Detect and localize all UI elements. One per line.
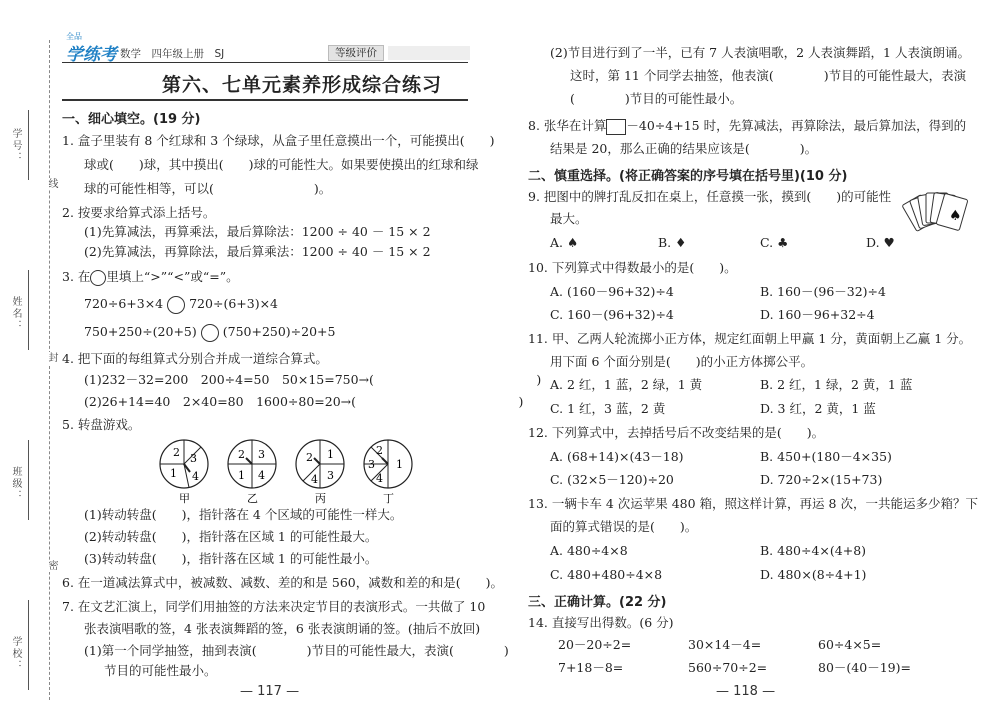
grade-badge <box>328 44 470 60</box>
q3-row2-answer-circle[interactable] <box>201 324 219 342</box>
spinner-jia-n1: 2 <box>173 446 180 459</box>
q9-option-c: C. ♣ <box>760 235 789 250</box>
q9-option-b: B. ♦ <box>658 235 687 250</box>
q8-line-1 <box>528 117 966 135</box>
header-info: 数学 四年级上册 SJ <box>120 48 225 60</box>
spinner-bing-name: 丙 <box>315 492 326 504</box>
grade-field[interactable] <box>388 46 470 60</box>
left-page <box>62 0 542 722</box>
cut-mark-secret: 密 <box>46 560 57 572</box>
spinner-jia <box>160 440 208 504</box>
q3-row1-left: 720÷6+3×4 <box>84 296 164 311</box>
q12-option-d: D. 720÷2×(15+73) <box>760 472 883 487</box>
title-rule <box>62 99 468 101</box>
spinner-yi-n2: 3 <box>258 448 265 461</box>
q11-option-a: A. 2 红，1 蓝，2 绿，1 黄 <box>550 377 703 392</box>
q13-line-1: 13. 一辆卡车 4 次运苹果 480 箱，照这样计算，再运 8 次，一共能运多少箱？下 <box>528 496 978 511</box>
spinner-bing <box>296 440 344 504</box>
spinner-ding-name: 丁 <box>383 492 394 504</box>
grade-label: 等级评价 <box>328 45 384 61</box>
student-number-label: 学号： <box>10 128 21 164</box>
q4-item-1: (1)232－32=200 200÷4=50 50×15=750→( ) <box>84 372 542 387</box>
binding-margin <box>0 0 62 722</box>
q10-option-d: D. 160－96+32÷4 <box>760 307 875 322</box>
q12: 12. 下列算式中，去掉括号后不改变结果的是( )。 <box>528 425 825 440</box>
spinner-yi-n3: 1 <box>238 469 245 482</box>
page-title: 第六、七单元素养形成综合练习 <box>162 74 443 96</box>
school-label: 学校： <box>10 636 21 672</box>
q2-item-1: (1)先算减法，再算乘法，最后算除法：1200 ÷ 40 － 15 × 2 <box>84 224 431 239</box>
q1-line-3: 球的可能性相等，可以( )。 <box>84 181 332 196</box>
q14-r2-c2: 560÷70÷2= <box>688 660 768 675</box>
spinner-ding-n4: 1 <box>396 458 403 471</box>
spinner-jia-n3: 1 <box>170 467 177 480</box>
section-3-heading: 三、正确计算。(22 分) <box>528 595 667 610</box>
spinner-bing-n4: 3 <box>327 469 334 482</box>
q9-option-a: A. ♠ <box>550 235 579 250</box>
q9-option-d: D. ♥ <box>866 235 895 250</box>
q14-r1-c1: 20－20÷2= <box>558 637 632 652</box>
cut-mark-seal: 封 <box>46 352 57 364</box>
q3-row-2 <box>84 323 336 342</box>
q7-line-2: 张表演唱歌的签，4 张表演舞蹈的签，6 张表演朗诵的签。(抽后不放回) <box>84 621 481 636</box>
spinner-bing-n3: 4 <box>311 473 318 486</box>
spinner-ding-n2: 3 <box>368 458 375 471</box>
q8-part-b: －40÷4+15 时，先算减法，再算除法，最后算加法，得到的 <box>626 118 967 133</box>
q3-title <box>62 268 239 286</box>
spinner-yi <box>228 440 276 504</box>
q2-item-2: (2)先算减法，再算除法，最后算乘法：1200 ÷ 40 － 15 × 2 <box>84 244 431 259</box>
q8-line-2: 结果是 20，那么正确的结果应该是( )。 <box>550 141 818 156</box>
q3-row2-left: 750+250÷(20+5) <box>84 324 197 339</box>
spinner-yi-name: 乙 <box>247 492 258 504</box>
cut-mark-line: 线 <box>46 178 57 190</box>
class-label: 班级： <box>10 466 21 502</box>
q11-line-1: 11. 甲、乙两人轮流掷小正方体，规定红面朝上甲赢 1 分，黄面朝上乙赢 1 分。 <box>528 331 972 346</box>
q5-item-2: (2)转动转盘( )，指针落在区域 1 的可能性最大。 <box>84 529 378 544</box>
q4-item-2: (2)26+14=40 2×40=80 1600÷80=20→( ) <box>84 394 524 409</box>
q7-line-1: 7. 在文艺汇演上，同学们用抽签的方法来决定节目的表演形式。一共做了 10 <box>62 599 486 614</box>
q14-r2-c3: 80－(40－19)= <box>818 660 911 675</box>
logo-main: 学练考 <box>66 45 117 65</box>
spinner-ding <box>364 440 412 504</box>
q7-cont-line-2: 这时，第 11 个同学去抽签，他表演( )节目的可能性最大，表演 <box>570 68 967 83</box>
q13-option-c: C. 480+480÷4×8 <box>550 567 663 582</box>
spinner-ding-n3: 4 <box>376 472 383 485</box>
q3-row1-answer-circle[interactable] <box>167 296 185 314</box>
q13-line-2: 面的算式错误的是( )。 <box>550 519 698 534</box>
q7-cont-line-3: ( )节目的可能性最小。 <box>570 91 743 106</box>
q11-option-d: D. 3 红，2 黄，1 蓝 <box>760 401 876 416</box>
q8-unknown-box[interactable] <box>606 119 626 135</box>
q13-option-b: B. 480÷4×(4+8) <box>760 543 867 558</box>
q10-option-a: A. (160－96+32)÷4 <box>550 284 674 299</box>
spinner-jia-n2: 3 <box>190 452 197 465</box>
q10-option-b: B. 160－(96－32)÷4 <box>760 284 886 299</box>
svg-text:♠: ♠ <box>949 208 962 224</box>
right-page <box>528 0 988 722</box>
header-rule <box>62 62 468 63</box>
q7-item-1b: 节目的可能性最小。 <box>104 663 217 678</box>
pointer-icon <box>314 458 320 464</box>
q3-title-a: 3. 在 <box>62 269 91 284</box>
spinner-bing-n2: 1 <box>327 448 334 461</box>
q14-r2-c1: 7+18－8= <box>558 660 624 675</box>
q13-option-a: A. 480÷4×8 <box>550 543 628 558</box>
pointer-icon <box>382 458 388 464</box>
q12-option-a: A. (68+14)×(43－18) <box>550 449 684 464</box>
q11-option-c: C. 1 红，3 蓝，2 黄 <box>550 401 666 416</box>
pointer-icon <box>246 458 252 464</box>
cut-line <box>49 40 50 700</box>
student-number-blank[interactable] <box>28 110 29 180</box>
spinner-ding-n1: 2 <box>376 444 383 457</box>
logo-top: 全品 <box>66 32 82 41</box>
q14: 14. 直接写出得数。(6 分) <box>528 615 674 630</box>
q10-option-c: C. 160－(96+32)÷4 <box>550 307 674 322</box>
class-blank[interactable] <box>28 440 29 520</box>
q5-item-1: (1)转动转盘( )，指针落在 4 个区域的可能性一样大。 <box>84 507 403 522</box>
page-number-118: — 118 — <box>716 684 776 699</box>
q7-cont-line-1: (2)节目进行到了一半，已有 7 人表演唱歌，2 人表演舞蹈，1 人表演朗诵。 <box>550 45 970 60</box>
name-blank[interactable] <box>28 270 29 350</box>
compare-circle-icon <box>90 270 106 286</box>
q5-title: 5. 转盘游戏。 <box>62 417 141 432</box>
q4-line-1: 4. 把下面的每组算式分别合并成一道综合算式。 <box>62 351 328 366</box>
spinner-jia-n4: 4 <box>192 470 199 483</box>
q10: 10. 下列算式中得数最小的是( )。 <box>528 260 737 275</box>
q14-r1-c2: 30×14－4= <box>688 637 762 652</box>
spinner-bing-n1: 2 <box>306 451 313 464</box>
q3-row1-right: 720÷(6+3)×4 <box>189 296 279 311</box>
q1-line-1: 1. 盒子里装有 8 个红球和 3 个绿球，从盒子里任意摸出一个，可能摸出( ) <box>62 133 495 148</box>
q8-part-a: 8. 张华在计算 <box>528 118 607 133</box>
name-label: 姓名： <box>10 296 21 332</box>
school-blank[interactable] <box>28 600 29 690</box>
q2-line-1: 2. 按要求给算式添上括号。 <box>62 205 216 220</box>
q5-item-3: (3)转动转盘( )，指针落在区域 1 的可能性最小。 <box>84 551 378 566</box>
q9-line-1: 9. 把图中的牌打乱反扣在桌上，任意摸一张，摸到( )的可能性 <box>528 189 892 204</box>
q3-row-1 <box>84 295 278 314</box>
q11-option-b: B. 2 红，1 绿，2 黄，1 蓝 <box>760 377 913 392</box>
q13-option-d: D. 480×(8÷4+1) <box>760 567 867 582</box>
section-1-heading: 一、细心填空。(19 分) <box>62 112 201 127</box>
page-number-117: — 117 — <box>240 684 300 699</box>
q11-line-2: 用下面 6 个面分别是( )的小正方体掷公平。 <box>550 354 814 369</box>
spinner-jia-name: 甲 <box>179 492 190 504</box>
q3-row2-right: (750+250)÷20+5 <box>222 324 336 339</box>
section-2-heading: 二、慎重选择。(将正确答案的序号填在括号里)(10 分) <box>528 169 848 184</box>
spinner-yi-n4: 4 <box>258 469 265 482</box>
spinner-yi-n1: 2 <box>238 448 245 461</box>
q7-item-1: (1)第一个同学抽签，抽到表演( )节目的可能性最大，表演( ) <box>84 643 509 658</box>
q9-line-2: 最大。 <box>550 211 588 226</box>
q6: 6. 在一道减法算式中，被减数、减数、差的和是 560，减数和差的和是( )。 <box>62 575 503 590</box>
q3-title-b: 里填上“>”“<”或“=”。 <box>106 269 239 284</box>
spinners-figure <box>152 436 422 504</box>
q12-option-b: B. 450+(180－4×35) <box>760 449 892 464</box>
q1-line-2: 球或( )球，其中摸出( )球的可能性大。如果要使摸出的红球和绿 <box>84 157 479 172</box>
playing-cards-icon <box>902 188 982 236</box>
q12-option-c: C. (32×5－120)÷20 <box>550 472 674 487</box>
q14-r1-c3: 60÷4×5= <box>818 637 882 652</box>
